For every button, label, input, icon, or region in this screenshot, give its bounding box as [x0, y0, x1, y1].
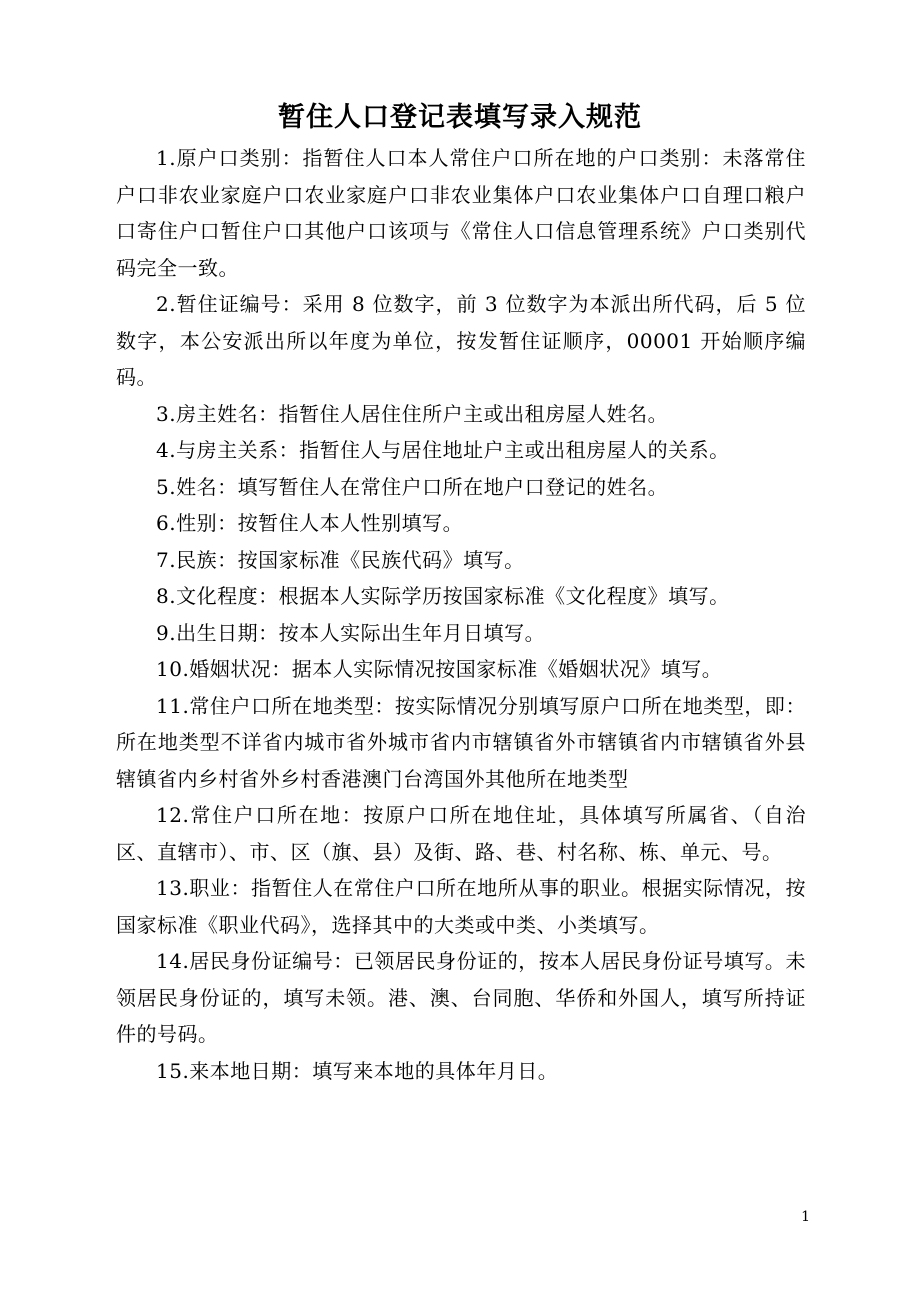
document-title: 暂住人口登记表填写录入规范 [278, 102, 642, 133]
paragraph-10: 10.婚姻状况：据本人实际情况按国家标准《婚姻状况》填写。 [156, 657, 723, 681]
paragraph-4: 4.与房主关系：指暂住人与居住地址户主或出租房屋人的关系。 [156, 438, 730, 462]
document-body [116, 140, 806, 1089]
paragraph-11: 11.常住户口所在地类型：按实际情况分别填写原户口所在地类型，即：所在地类型不详省内城市省外城市省内市辖镇省外市辖镇省内市辖镇省外县辖镇省内乡村省外乡村香港澳门台湾国外其他所在地类型 [116, 693, 806, 791]
paragraph-1: 1.原户口类别：指暂住人口本人常住户口所在地的户口类别：未落常住户口非农业家庭户口农业家庭户口非农业集体户口农业集体户口自理口粮户口寄住户口暂住户口其他户口该项与《常住人口信息管理系统》户口类别代码完全一致。 [116, 146, 806, 280]
paragraph-6: 6.性别：按暂住人本人性别填写。 [156, 511, 464, 535]
paragraph-7: 7.民族：按国家标准《民族代码》填写。 [156, 547, 525, 572]
paragraph-3: 3.房主姓名：指暂住人居住住所户主或出租房屋人姓名。 [156, 401, 669, 426]
page-number: 1 [801, 1209, 810, 1225]
paragraph-2: 2.暂住证编号：采用 8 位数字，前 3 位数字为本派出所代码，后 5 位数字，本公安派出所以年度为单位，按发暂住证顺序，00001 开始顺序编码。 [116, 292, 806, 389]
paragraph-8: 8.文化程度：根据本人实际学历按国家标准《文化程度》填写。 [156, 584, 730, 608]
paragraph-15: 15.来本地日期：填写来本地的具体年月日。 [156, 1058, 559, 1083]
paragraph-13: 13.职业：指暂住人在常住户口所在地所从事的职业。根据实际情况，按国家标准《职业代码》，选择其中的大类或中类、小类填写。 [116, 876, 806, 937]
paragraph-14: 14.居民身份证编号：已领居民身份证的，按本人居民身份证号填写。未领居民身份证的，填写未领。港、澳、台同胞、华侨和外国人，填写所持证件的号码。 [116, 949, 806, 1046]
paragraph-9: 9.出生日期：按本人实际出生年月日填写。 [156, 620, 546, 645]
paragraph-5: 5.姓名：填写暂住人在常住户口所在地户口登记的姓名。 [156, 474, 669, 499]
paragraph-12: 12.常住户口所在地：按原户口所在地住址，具体填写所属省、（自治区、直辖市）、市、区（旗、县）及街、路、巷、村名称、栋、单元、号。 [116, 803, 806, 864]
